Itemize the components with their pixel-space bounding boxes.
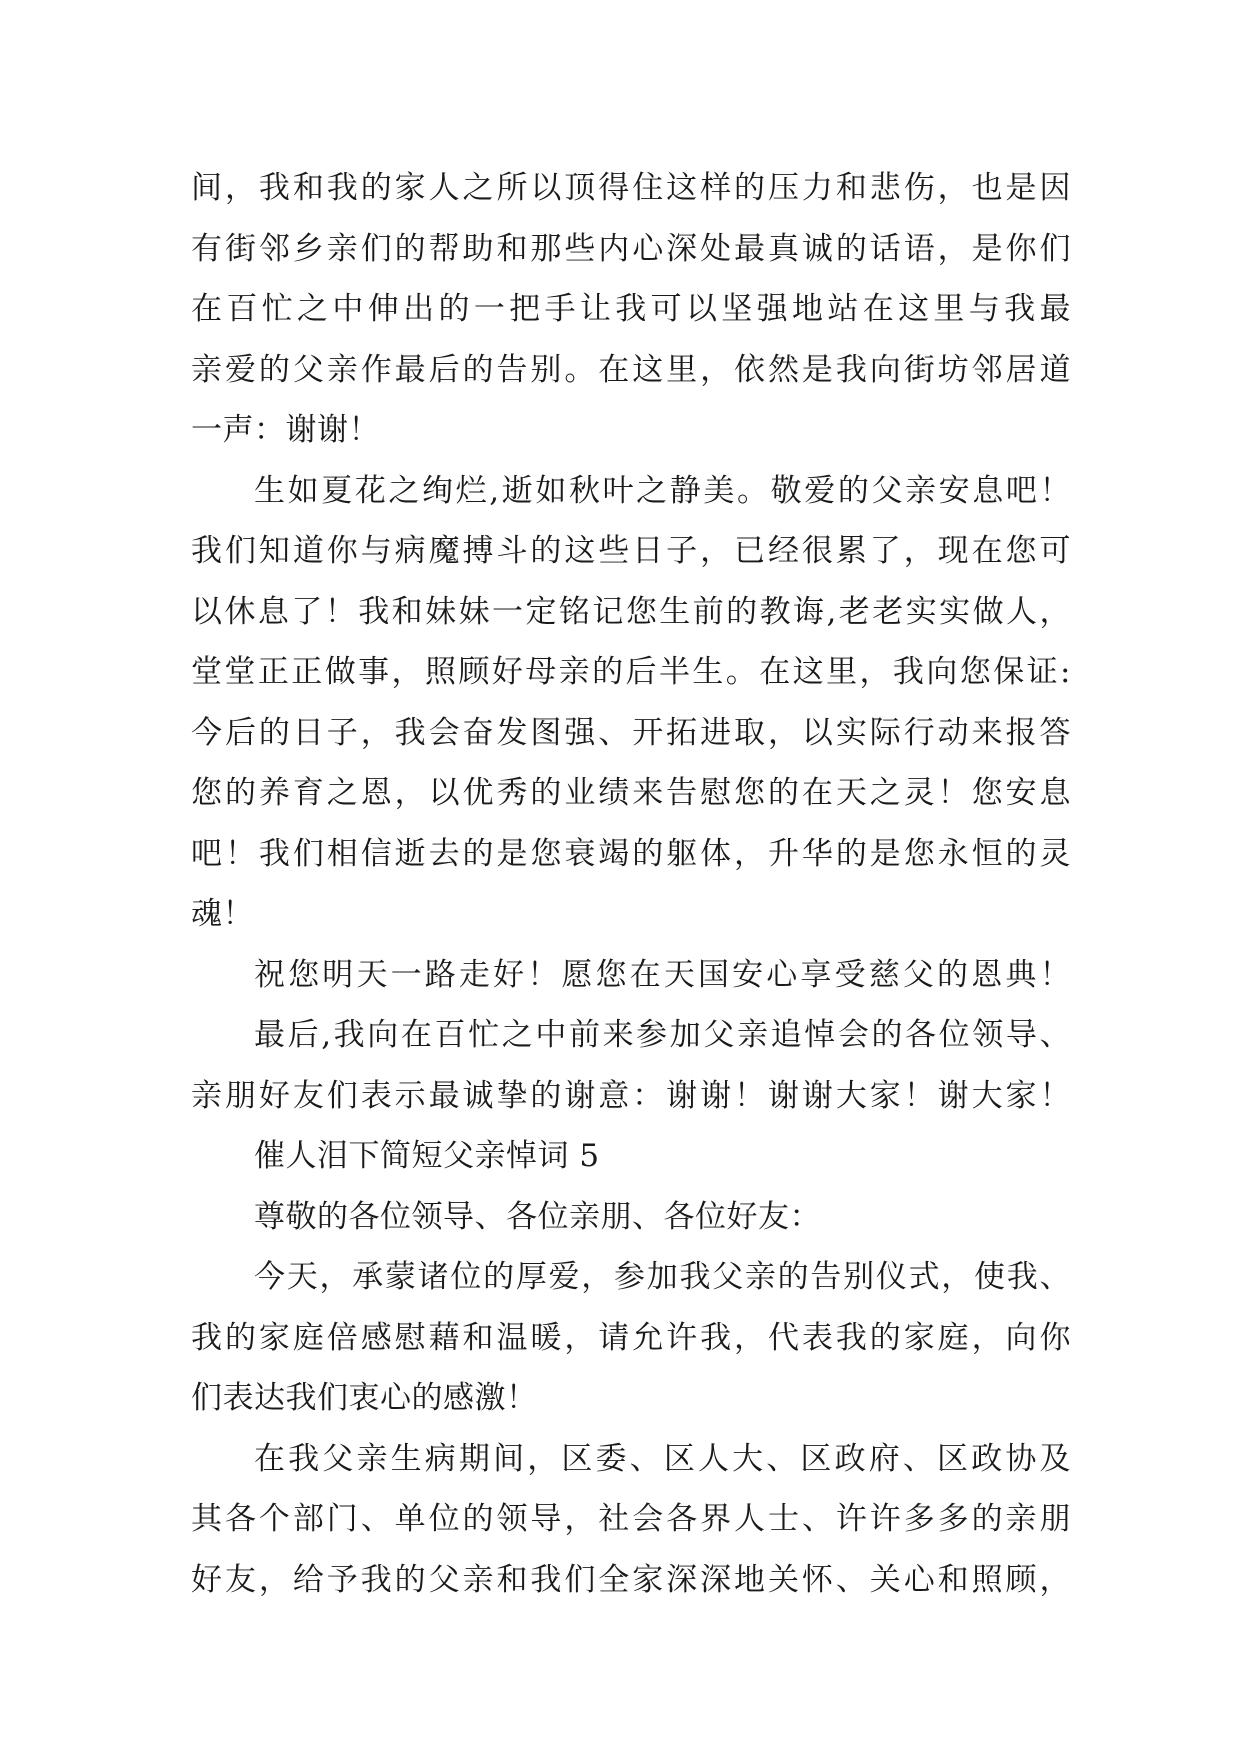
text-line: 亲爱的父亲作最后的告别。在这里，依然是我向街坊邻居道 (191, 351, 1071, 388)
text-line: 一声：谢谢！ (191, 412, 380, 448)
document-page (191, 158, 1071, 1610)
text-line: 您的养育之恩，以优秀的业绩来告慰您的在天之灵！您安息 (191, 775, 1071, 811)
text-line: 催人泪下简短父亲悼词 5 (254, 1138, 600, 1174)
text-line: 有街邻乡亲们的帮助和那些内心深处最真诚的话语，是你们 (191, 230, 1071, 267)
text-line: 我的家庭倍感慰藉和温暖，请允许我，代表我的家庭，向你 (191, 1319, 1071, 1356)
text-line: 我们知道你与病魔搏斗的这些日子，已经很累了，现在您可 (191, 533, 1071, 569)
text-line: 今后的日子，我会奋发图强、开拓进取，以实际行动来报答 (191, 714, 1071, 751)
text-line: 最后,我向在百忙之中前来参加父亲追悼会的各位领导、 (254, 1017, 1071, 1053)
text-line: 在我父亲生病期间，区委、区人大、区政府、区政协及 (254, 1440, 1071, 1477)
text-line: 祝您明天一路走好！愿您在天国安心享受慈父的恩典！ (254, 956, 1071, 993)
text-line: 吧！我们相信逝去的是您衰竭的躯体，升华的是您永恒的灵 (191, 835, 1071, 872)
text-line: 好友，给予我的父亲和我们全家深深地关怀、关心和照顾， (191, 1561, 1071, 1598)
text-line: 生如夏花之绚烂,逝如秋叶之静美。敬爱的父亲安息吧！ (254, 472, 1071, 509)
text-line: 尊敬的各位领导、各位亲朋、各位好友： (254, 1198, 821, 1235)
text-line: 以休息了！我和妹妹一定铭记您生前的教诲,老老实实做人， (191, 593, 1071, 630)
text-line: 堂堂正正做事，照顾好母亲的后半生。在这里，我向您保证: (191, 654, 1071, 690)
text-line: 们表达我们衷心的感激！ (191, 1380, 538, 1416)
text-line: 间，我和我的家人之所以顶得住这样的压力和悲伤，也是因 (191, 170, 1071, 206)
text-line: 魂！ (191, 896, 254, 932)
text-line: 今天，承蒙诸位的厚爱，参加我父亲的告别仪式，使我、 (254, 1259, 1071, 1295)
text-line: 在百忙之中伸出的一把手让我可以坚强地站在这里与我最 (191, 291, 1071, 327)
text-line: 其各个部门、单位的领导，社会各界人士、许许多多的亲朋 (191, 1501, 1071, 1537)
text-line: 亲朋好友们表示最诚挚的谢意：谢谢！谢谢大家！谢大家！ (191, 1077, 1071, 1114)
